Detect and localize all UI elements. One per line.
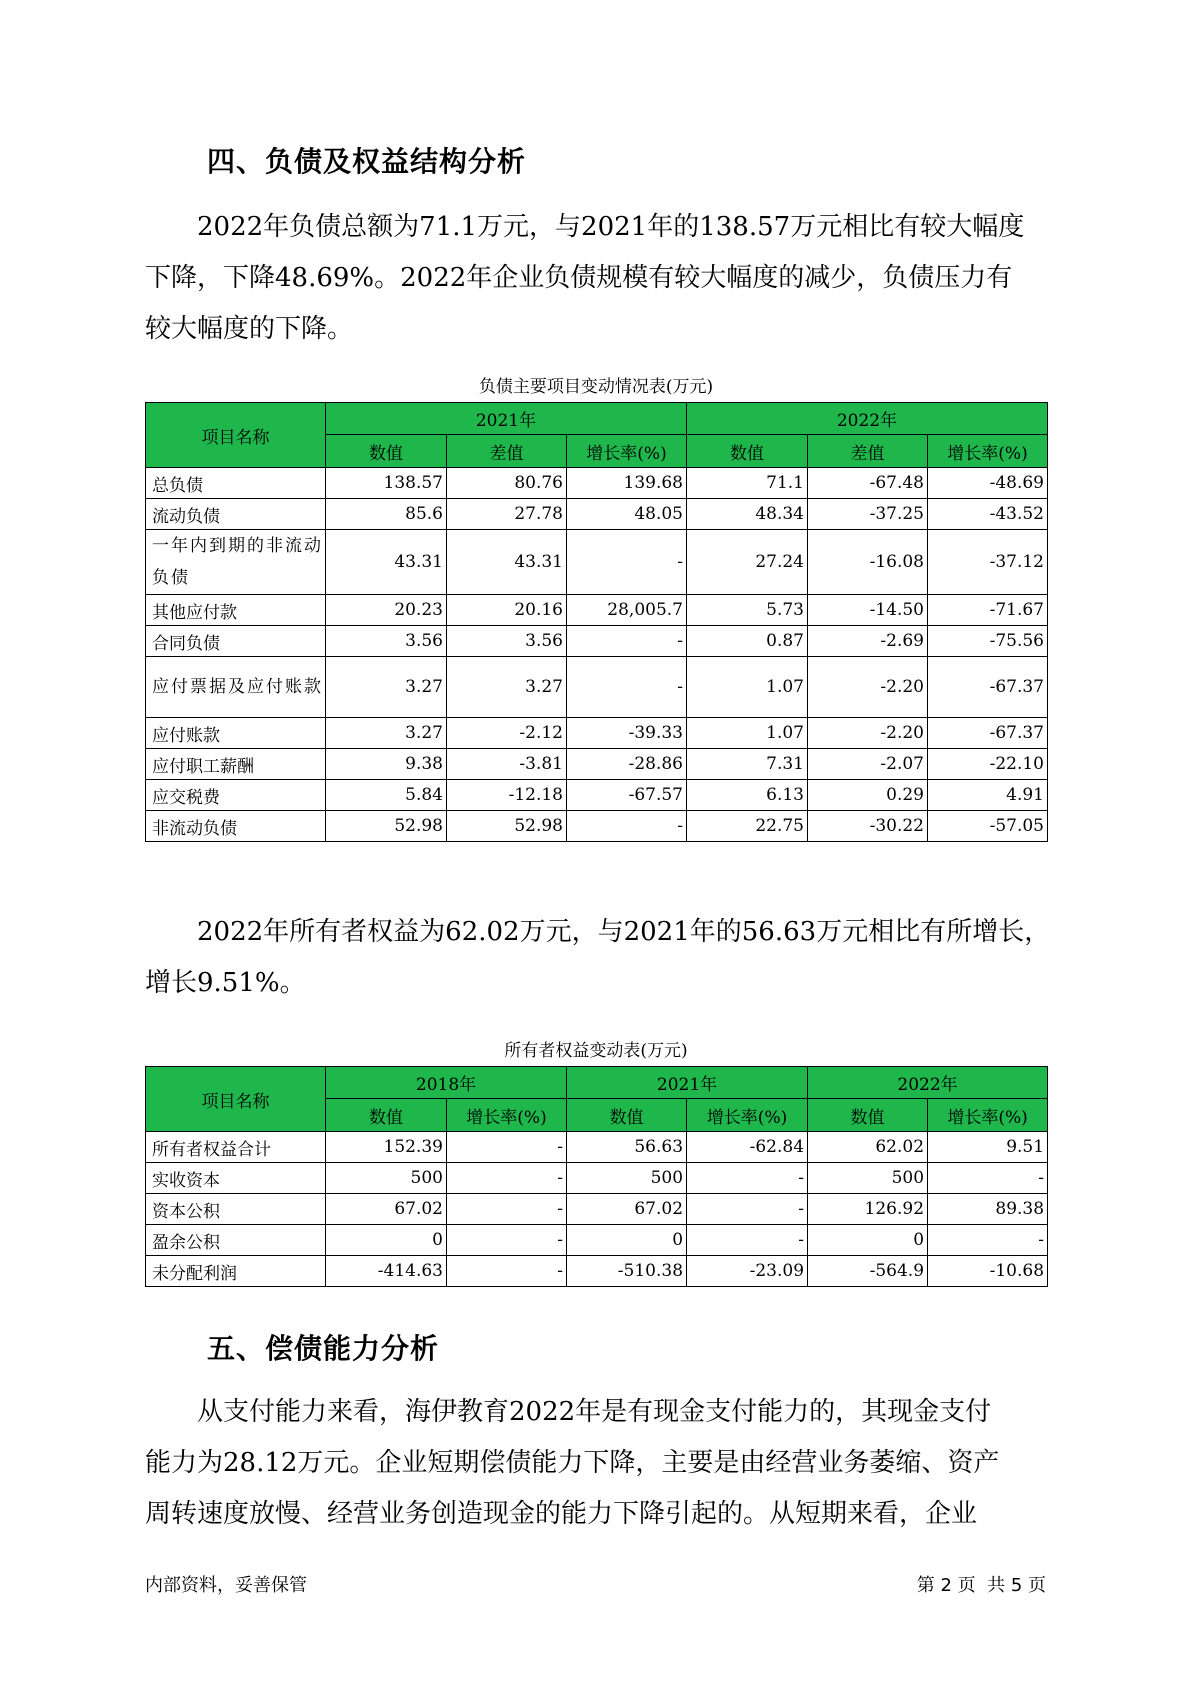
table-cell: -2.07 <box>808 749 928 780</box>
table-cell: 62.02 <box>808 1132 928 1163</box>
row-label: 资本公积 <box>146 1194 326 1225</box>
table-row <box>146 530 1048 595</box>
row-label: 应付票据及应付账款 <box>146 657 326 718</box>
row-label: 一年内到期的非流动负债 <box>146 530 326 595</box>
table-cell: - <box>567 626 687 657</box>
table-row <box>146 468 1048 499</box>
table-cell: 20.16 <box>447 595 567 626</box>
table-1-caption: 负债主要项目变动情况表(万元) <box>478 377 714 397</box>
table-cell: 152.39 <box>326 1132 447 1163</box>
table-cell: 500 <box>326 1163 447 1194</box>
year-header: 2018年 <box>326 1067 567 1099</box>
section-4-heading: 四、负债及权益结构分析 <box>207 145 527 178</box>
table-cell: 6.13 <box>687 780 808 811</box>
table-cell: -2.69 <box>808 626 928 657</box>
table-cell: -12.18 <box>447 780 567 811</box>
table-cell: - <box>687 1163 808 1194</box>
paragraph-line: 下降，下降48.69%。2022年企业负债规模有较大幅度的减少，负债压力有 <box>145 263 1013 293</box>
table-cell: -62.84 <box>687 1132 808 1163</box>
table-cell: 71.1 <box>687 468 808 499</box>
table-cell: -43.52 <box>928 499 1048 530</box>
paragraph-line: 较大幅度的下降。 <box>145 314 354 344</box>
table-row <box>146 1163 1048 1194</box>
table-cell: 56.63 <box>567 1132 687 1163</box>
item-name-header: 项目名称 <box>146 403 326 468</box>
table-cell: 27.24 <box>687 530 808 595</box>
table-cell: - <box>447 1132 567 1163</box>
table-cell: - <box>447 1194 567 1225</box>
table-cell: -14.50 <box>808 595 928 626</box>
table-row <box>146 718 1048 749</box>
table-cell: 89.38 <box>928 1194 1048 1225</box>
table-cell: -564.9 <box>808 1256 928 1287</box>
table-cell: 80.76 <box>447 468 567 499</box>
table-cell: 126.92 <box>808 1194 928 1225</box>
table-cell: 0 <box>808 1225 928 1256</box>
table-cell: -67.57 <box>567 780 687 811</box>
table-cell: 4.91 <box>928 780 1048 811</box>
row-label: 盈余公积 <box>146 1225 326 1256</box>
row-label: 应交税费 <box>146 780 326 811</box>
table-cell: 27.78 <box>447 499 567 530</box>
table-cell: 22.75 <box>687 811 808 842</box>
table-cell: -67.37 <box>928 657 1048 718</box>
table-cell: -71.67 <box>928 595 1048 626</box>
section-4-paragraph-1 <box>145 202 1045 355</box>
table-cell: 9.51 <box>928 1132 1048 1163</box>
table-cell: - <box>928 1163 1048 1194</box>
item-name-header: 项目名称 <box>146 1067 326 1132</box>
paragraph-line: 周转速度放慢、经营业务创造现金的能力下降引起的。从短期来看，企业 <box>145 1499 978 1529</box>
equity-table <box>145 1066 1048 1287</box>
table-cell: -23.09 <box>687 1256 808 1287</box>
table-cell: -10.68 <box>928 1256 1048 1287</box>
table-cell: -28.86 <box>567 749 687 780</box>
table-cell: -414.63 <box>326 1256 447 1287</box>
column-header: 增长率(%) <box>928 435 1048 468</box>
column-header: 增长率(%) <box>447 1099 567 1132</box>
table-row <box>146 1256 1048 1287</box>
table-cell: -75.56 <box>928 626 1048 657</box>
table-cell: 20.23 <box>326 595 447 626</box>
row-label: 应付职工薪酬 <box>146 749 326 780</box>
table-cell: 0 <box>567 1225 687 1256</box>
table-cell: -30.22 <box>808 811 928 842</box>
table-cell: -48.69 <box>928 468 1048 499</box>
table-cell: -39.33 <box>567 718 687 749</box>
table-cell: 52.98 <box>447 811 567 842</box>
table-cell: -67.37 <box>928 718 1048 749</box>
table-cell: - <box>567 530 687 595</box>
table-row <box>146 811 1048 842</box>
liabilities-table <box>145 402 1048 842</box>
table-cell: -16.08 <box>808 530 928 595</box>
footer-page-number: 第 2 页 共 5 页 <box>916 1575 1046 1596</box>
table-cell: - <box>447 1225 567 1256</box>
table-cell: - <box>687 1225 808 1256</box>
table-cell: 500 <box>567 1163 687 1194</box>
table-cell: 139.68 <box>567 468 687 499</box>
row-label: 应付账款 <box>146 718 326 749</box>
table-row <box>146 780 1048 811</box>
table-cell: 3.27 <box>326 718 447 749</box>
table-cell: 48.05 <box>567 499 687 530</box>
table-cell: 3.56 <box>326 626 447 657</box>
table-cell: 0 <box>326 1225 447 1256</box>
table-cell: 9.38 <box>326 749 447 780</box>
table-cell: -2.20 <box>808 718 928 749</box>
column-header: 差值 <box>808 435 928 468</box>
table-cell: 67.02 <box>567 1194 687 1225</box>
year-header: 2022年 <box>687 403 1048 435</box>
table-row <box>146 595 1048 626</box>
section-4-paragraph-2 <box>145 907 1051 1009</box>
table-row <box>146 1194 1048 1225</box>
section-5-paragraph <box>145 1387 1045 1540</box>
table-2-caption: 所有者权益变动表(万元) <box>504 1041 688 1061</box>
table-cell: 43.31 <box>447 530 567 595</box>
table-cell: -57.05 <box>928 811 1048 842</box>
table-cell: - <box>928 1225 1048 1256</box>
table-cell: 85.6 <box>326 499 447 530</box>
table-cell: 1.07 <box>687 718 808 749</box>
paragraph-line: 能力为28.12万元。企业短期偿债能力下降，主要是由经营业务萎缩、资产 <box>145 1448 1000 1478</box>
paragraph-line: 从支付能力来看，海伊教育2022年是有现金支付能力的，其现金支付 <box>197 1397 992 1427</box>
column-header: 差值 <box>447 435 567 468</box>
column-header: 数值 <box>687 435 808 468</box>
table-row <box>146 626 1048 657</box>
table-cell: 5.84 <box>326 780 447 811</box>
table-cell: - <box>567 657 687 718</box>
table-cell: 43.31 <box>326 530 447 595</box>
table-cell: -37.25 <box>808 499 928 530</box>
table-cell: -37.12 <box>928 530 1048 595</box>
table-row <box>146 1132 1048 1163</box>
table-cell: - <box>447 1256 567 1287</box>
table-cell: -510.38 <box>567 1256 687 1287</box>
row-label: 非流动负债 <box>146 811 326 842</box>
year-header: 2022年 <box>808 1067 1048 1099</box>
year-header: 2021年 <box>567 1067 808 1099</box>
table-row <box>146 657 1048 718</box>
paragraph-line: 增长9.51%。 <box>145 968 306 998</box>
table-cell: 28,005.7 <box>567 595 687 626</box>
paragraph-line: 2022年所有者权益为62.02万元，与2021年的56.63万元相比有所增长， <box>197 917 1051 947</box>
table-cell: 1.07 <box>687 657 808 718</box>
table-cell: -67.48 <box>808 468 928 499</box>
table-row <box>146 499 1048 530</box>
table-cell: 3.27 <box>447 657 567 718</box>
column-header: 增长率(%) <box>687 1099 808 1132</box>
table-cell: 5.73 <box>687 595 808 626</box>
row-label: 流动负债 <box>146 499 326 530</box>
table-cell: -3.81 <box>447 749 567 780</box>
section-5-heading: 五、偿债能力分析 <box>207 1332 440 1365</box>
table-cell: 0.87 <box>687 626 808 657</box>
table-cell: 3.56 <box>447 626 567 657</box>
table-cell: 7.31 <box>687 749 808 780</box>
column-header: 数值 <box>808 1099 928 1132</box>
footer-confidential-note: 内部资料，妥善保管 <box>145 1575 307 1596</box>
row-label: 合同负债 <box>146 626 326 657</box>
paragraph-line: 2022年负债总额为71.1万元，与2021年的138.57万元相比有较大幅度 <box>197 212 1025 242</box>
year-header: 2021年 <box>326 403 687 435</box>
row-label: 未分配利润 <box>146 1256 326 1287</box>
row-label: 总负债 <box>146 468 326 499</box>
column-header: 增长率(%) <box>567 435 687 468</box>
table-cell: -22.10 <box>928 749 1048 780</box>
table-cell: -2.12 <box>447 718 567 749</box>
table-cell: 500 <box>808 1163 928 1194</box>
column-header: 数值 <box>326 1099 447 1132</box>
table-cell: - <box>567 811 687 842</box>
table-row <box>146 749 1048 780</box>
table-row <box>146 1225 1048 1256</box>
row-label: 其他应付款 <box>146 595 326 626</box>
table-cell: 138.57 <box>326 468 447 499</box>
table-cell: 52.98 <box>326 811 447 842</box>
table-cell: -2.20 <box>808 657 928 718</box>
column-header: 增长率(%) <box>928 1099 1048 1132</box>
table-cell: - <box>687 1194 808 1225</box>
table-cell: 0.29 <box>808 780 928 811</box>
row-label: 实收资本 <box>146 1163 326 1194</box>
table-cell: - <box>447 1163 567 1194</box>
table-cell: 48.34 <box>687 499 808 530</box>
column-header: 数值 <box>326 435 447 468</box>
row-label: 所有者权益合计 <box>146 1132 326 1163</box>
table-cell: 3.27 <box>326 657 447 718</box>
column-header: 数值 <box>567 1099 687 1132</box>
table-cell: 67.02 <box>326 1194 447 1225</box>
